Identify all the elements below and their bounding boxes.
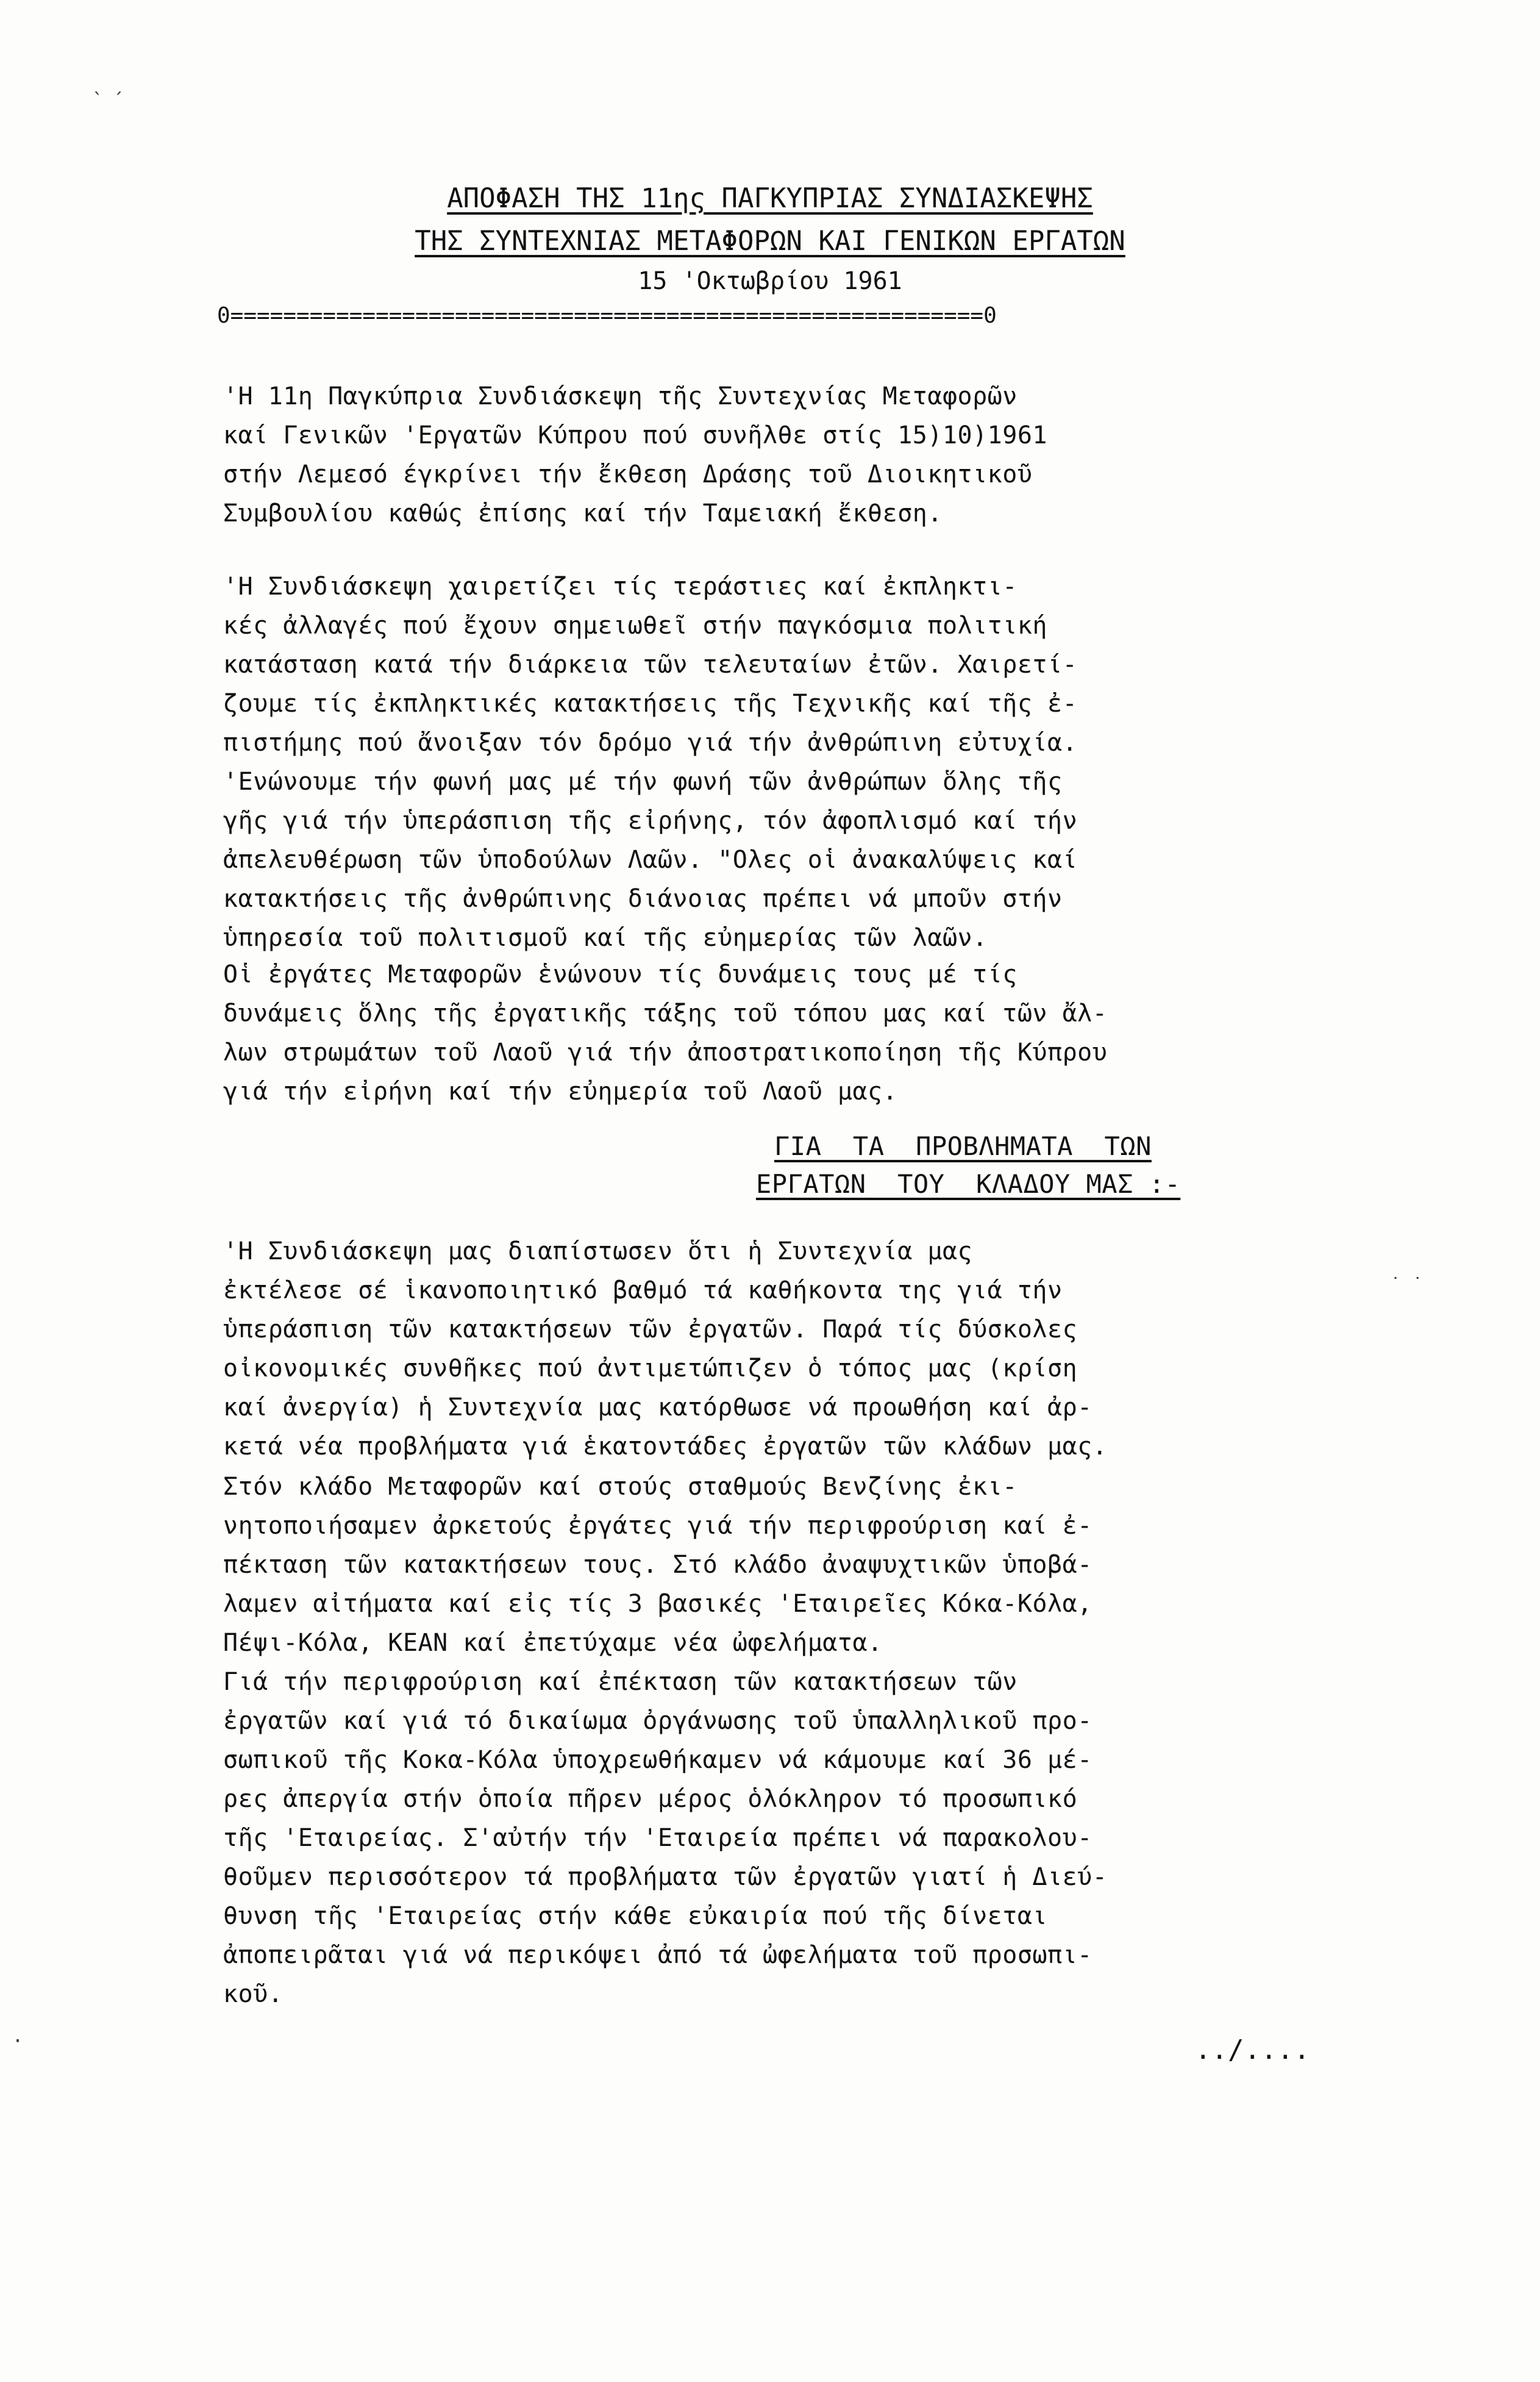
scan-specks: ˎ ˏ <box>91 73 125 95</box>
paragraph-2: 'Η Συνδιάσκεψη χαιρετίζει τίς τεράστιες καί ἐκπληκτι- κές ἀλλαγές πού ἔχουν σημειωθεῖ στήν παγκόσμια πολιτική κατάσταση κατά τήν διάρκεια τῶν τελευταίων ἐτῶν. Χαιρετί- ζουμε τίς ἐκπληκτικές κατακτήσεις τῆς Τεχνικῆς καί τῆς ἐ- πιστήμης πού ἄνοιξαν τόν δρόμο γιά τήν ἀνθρώπινη εὐτυχία. 'Ενώνουμε τήν φωνή μας μέ τήν φωνή τῶν ἀνθρώπων ὅλης τῆς γῆς γιά τήν ὑπεράσπιση τῆς εἰρήνης, τόν ἀφοπλισμό καί τήν ἀπελευθέρωση τῶν ὑποδούλων Λαῶν. "Ολες οἱ ἀνακαλύψεις καί κατακτήσεις τῆς ἀνθρώπινης διάνοιας πρέπει νά μποῦν στήν ὑπηρεσία τοῦ πολιτισμοῦ καί τῆς εὐημερίας τῶν λαῶν. <box>223 573 1078 952</box>
paragraph-5: Στόν κλάδο Μεταφορῶν καί στούς σταθμούς Βενζίνης ἐκι- νητοποιήσαμεν ἀρκετούς ἐργάτες γιά τήν περιφρούριση καί ἐ- πέκταση τῶν κατακτήσεων τους. Στό κλάδο ἀναψυχτικῶν ὑποβά- λαμεν αἰτήματα καί εἰς τίς 3 βασικές 'Εταιρεῖες Κόκα-Κόλα, Πέψι-Κόλα, ΚΕΑΝ καί ἐπετύχαμε νέα ὠφελήματα. <box>223 1473 1093 1657</box>
continuation-mark: ../.... <box>1195 2034 1310 2065</box>
title-line-1: ΑΠΟΦΑΣΗ ΤΗΣ 11ης ΠΑΓΚΥΠΡΙΑΣ ΣΥΝΔΙΑΣΚΕΨΗΣ <box>447 183 1093 214</box>
title-date: 15 'Οκτωβρίου 1961 <box>638 267 902 295</box>
scan-specks: ˙ ˙ <box>1390 1275 1424 1296</box>
section-heading-line-1: ΓΙΑ ΤΑ ΠΡΟΒΛΗΜΑΤΑ ΤΩΝ <box>774 1131 1152 1161</box>
paragraph-3: Οἱ ἐργάτες Μεταφορῶν ἑνώνουν τίς δυνάμεις τους μέ τίς δυνάμεις ὅλης τῆς ἐργατικῆς τάξης τοῦ τόπου μας καί τῶν ἄλ- λων στρωμάτων τοῦ Λαοῦ γιά τήν ἀποστρατικοποίηση τῆς Κύπρου γιά τήν εἰρήνη καί τήν εὐημερία τοῦ Λαοῦ μας. <box>223 960 1108 1106</box>
title-line-2: ΤΗΣ ΣΥΝΤΕΧΝΙΑΣ ΜΕΤΑΦΟΡΩΝ ΚΑΙ ΓΕΝΙΚΩΝ ΕΡΓΑΤΩΝ <box>415 226 1125 257</box>
paragraph-6: Γιά τήν περιφρούριση καί ἐπέκταση τῶν κατακτήσεων τῶν ἐργατῶν καί γιά τό δικαίωμα ὀργάνωσης τοῦ ὑπαλληλικοῦ προ- σωπικοῦ τῆς Κοκα-Κόλα ὑποχρεωθήκαμεν νά κάμουμε καί 36 μέ- ρες ἀπεργία στήν ὁποία πῆρεν μέρος ὁλόκληρον τό προσωπικό τῆς 'Εταιρείας. Σ'αὐτήν τήν 'Εταιρεία πρέπει νά παρακολου- θοῦμεν περισσότερον τά προβλήματα τῶν ἐργατῶν γιατί ἡ Διεύ- θυνση τῆς 'Εταιρείας στήν κάθε εὐκαιρία πού τῆς δίνεται ἀποπειρᾶται γιά νά περικόψει ἀπό τά ὠφελήματα τοῦ προσωπι- κοῦ. <box>223 1668 1108 2008</box>
scan-specks: · <box>12 2031 24 2052</box>
paragraph-4: 'Η Συνδιάσκεψη μας διαπίστωσεν ὅτι ἡ Συντεχνία μας ἐκτέλεσε σέ ἱκανοποιητικό βαθμό τά καθήκοντα της γιά τήν ὑπεράσπιση τῶν κατακτήσεων τῶν ἐργατῶν. Παρά τίς δύσκολες οἰκονομικές συνθῆκες πού ἀντιμετώπιζεν ὁ τόπος μας (κρίση καί ἀνεργία) ἡ Συντεχνία μας κατόρθωσε νά προωθήση καί ἀρ- κετά νέα προβλήματα γιά ἑκατοντάδες ἐργατῶν τῶν κλάδων μας. <box>223 1237 1108 1461</box>
section-heading-line-2: ΕΡΓΑΤΩΝ ΤΟΥ ΚΛΑΔΟΥ ΜΑΣ :- <box>756 1169 1181 1199</box>
separator-rule: 0=========================================================0 <box>217 303 997 328</box>
paragraph-1: 'Η 11η Παγκύπρια Συνδιάσκεψη τῆς Συντεχνίας Μεταφορῶν καί Γενικῶν 'Εργατῶν Κύπρου πού συνῆλθε στίς 15)10)1961 στήν Λεμεσό έγκρίνει τήν ἔκθεση Δράσης τοῦ Διοικητικοῦ Συμβουλίου καθώς ἐπίσης καί τήν Ταμειακή ἔκθεση. <box>223 382 1048 528</box>
